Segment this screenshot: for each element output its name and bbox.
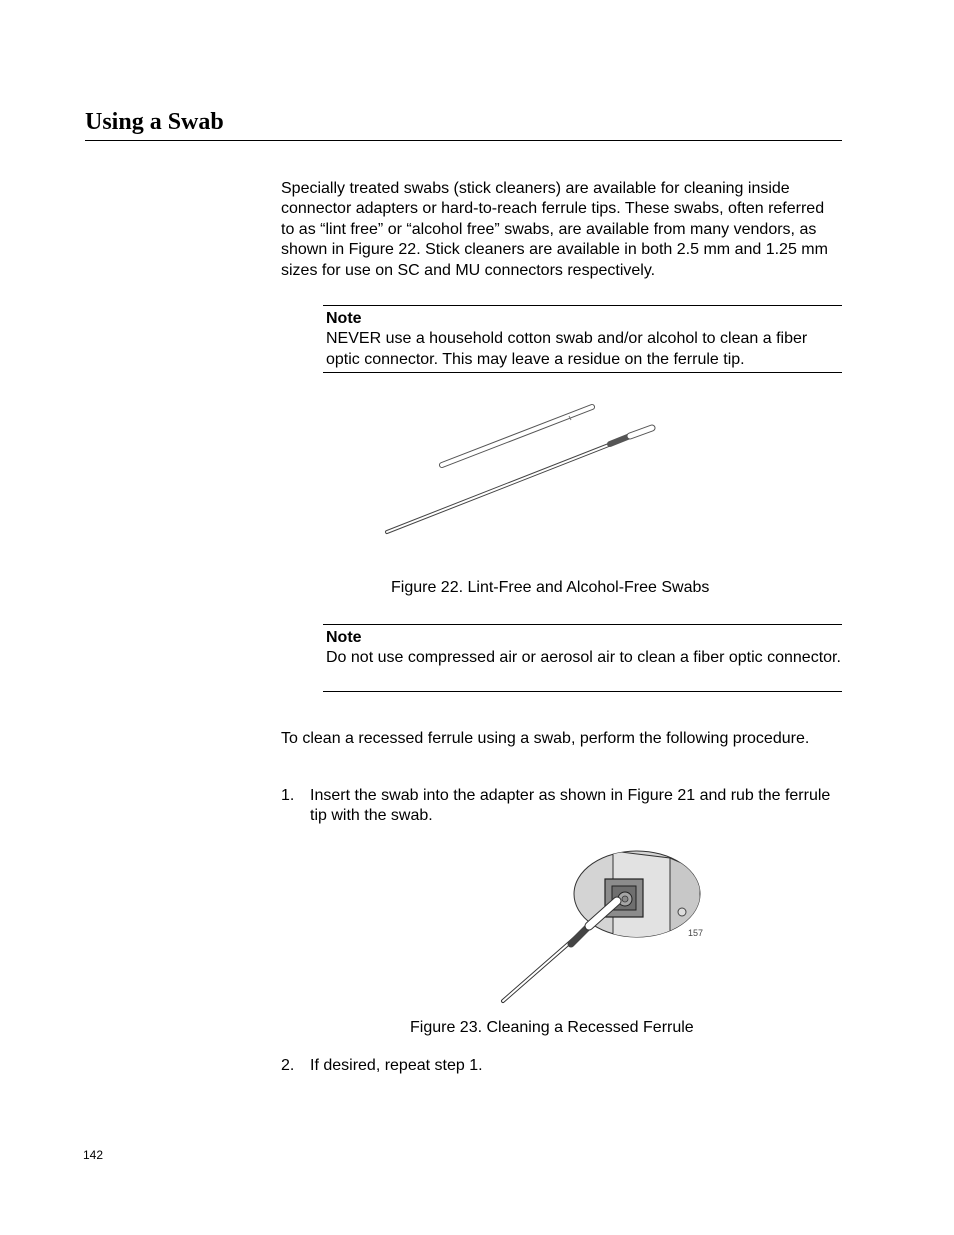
step-text: Insert the swab into the adapter as shown in Figure 21 and rub the ferrule tip with the swab. xyxy=(310,787,831,825)
step-2 xyxy=(281,1056,841,1077)
intro-paragraph: Specially treated swabs (stick cleaners) are available for cleaning inside connector adapters or hard-to-reach ferrule tips. These swabs, often referred to as “lint free” or “alcohol free” swabs, are available from many vendors, as shown in Figure 22. Stick cleaners are available in both 2.5 mm and 1.25 mm sizes for use on SC and MU connectors respectively. xyxy=(281,180,828,279)
step-number: 2. xyxy=(281,1057,295,1074)
step-number: 1. xyxy=(281,787,295,804)
note-text: Do not use compressed air or aerosol air to clean a fiber optic connector. xyxy=(326,649,841,667)
figure-22-swabs xyxy=(380,398,660,540)
page-number: 142 xyxy=(83,1148,104,1162)
note-text: NEVER use a household cotton swab and/or alcohol to clean a fiber optic connector. This may leave a residue on the ferrule tip. xyxy=(326,330,808,368)
note-box-1 xyxy=(323,305,842,373)
note-box-2 xyxy=(323,624,842,692)
figure-23-recessed-ferrule xyxy=(495,846,710,1008)
title-divider xyxy=(85,140,842,141)
procedure-intro: To clean a recessed ferrule using a swab, perform the following procedure. xyxy=(281,730,810,747)
figure-23-caption: Figure 23. Cleaning a Recessed Ferrule xyxy=(410,1019,694,1036)
figure-22-caption: Figure 22. Lint-Free and Alcohol-Free Swabs xyxy=(391,579,710,596)
section-title: Using a Swab xyxy=(85,109,224,135)
swab-inserted xyxy=(503,901,617,1001)
adapter-closeup xyxy=(574,851,700,956)
lint-free-swab xyxy=(442,407,592,465)
step-text: If desired, repeat step 1. xyxy=(310,1057,483,1074)
figure-23-label: 157 xyxy=(688,928,704,938)
step-1 xyxy=(281,786,841,828)
alcohol-free-swab xyxy=(387,428,652,532)
note-title: Note xyxy=(326,629,362,646)
note-title: Note xyxy=(326,310,362,327)
